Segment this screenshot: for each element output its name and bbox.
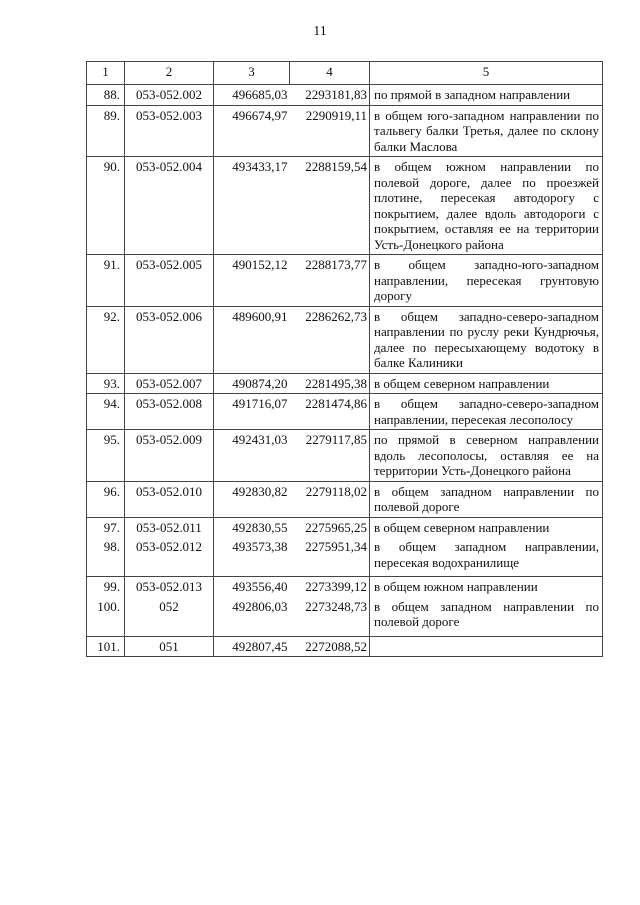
point-code: 053-052.013	[125, 577, 214, 597]
boundary-description: в общем западно-северо-западном направлении, пересекая лесополосу	[370, 394, 603, 430]
row-number: 93.	[87, 373, 125, 394]
coordinate-x: 496685,03	[214, 85, 290, 106]
coordinate-y: 2281495,38	[290, 373, 370, 394]
boundary-description: в общем западном направлении, пересекая водохранилище	[370, 537, 603, 577]
table-row	[87, 394, 603, 430]
row-number: 99.	[87, 577, 125, 597]
table-row	[87, 255, 603, 307]
coordinate-y: 2293181,83	[290, 85, 370, 106]
coordinate-y: 2279117,85	[290, 430, 370, 482]
table-row	[87, 537, 603, 577]
point-code: 053-052.012	[125, 537, 214, 577]
point-code: 053-052.009	[125, 430, 214, 482]
row-number: 88.	[87, 85, 125, 106]
coordinate-y: 2286262,73	[290, 306, 370, 373]
table-row	[87, 577, 603, 597]
boundary-description: в общем западном направлении по полевой дороге	[370, 597, 603, 637]
table-row	[87, 306, 603, 373]
boundary-description: в общем западно-северо-западном направлении по руслу реки Кундрючья, далее по пересыхающему водотоку в балке Калиники	[370, 306, 603, 373]
coordinate-y: 2288159,54	[290, 157, 370, 255]
row-number: 100.	[87, 597, 125, 637]
boundary-description	[370, 636, 603, 657]
coordinate-x: 492830,55	[214, 517, 290, 537]
coordinate-x: 491716,07	[214, 394, 290, 430]
boundary-description: по прямой в западном направлении	[370, 85, 603, 106]
coordinate-y: 2288173,77	[290, 255, 370, 307]
page-number: 11	[313, 24, 327, 39]
point-code: 053-052.004	[125, 157, 214, 255]
coordinate-y: 2281474,86	[290, 394, 370, 430]
coordinate-x: 493573,38	[214, 537, 290, 577]
coordinate-y: 2275951,34	[290, 537, 370, 577]
boundary-description: в общем западном направлении по полевой дороге	[370, 481, 603, 517]
boundary-description: в общем западно-юго-западном направлении, пересекая грунтовую дорогу	[370, 255, 603, 307]
coordinate-y: 2279118,02	[290, 481, 370, 517]
row-number: 91.	[87, 255, 125, 307]
column-header-description: 5	[370, 62, 603, 85]
boundary-description: в общем юго-западном направлении по тальвегу балки Третья, далее по склону балки Маслова	[370, 105, 603, 157]
point-code: 053-052.008	[125, 394, 214, 430]
table-row	[87, 597, 603, 637]
table-row	[87, 85, 603, 106]
column-header-number: 1	[87, 62, 125, 85]
table-row	[87, 105, 603, 157]
row-number: 90.	[87, 157, 125, 255]
point-code: 053-052.007	[125, 373, 214, 394]
coordinate-y: 2272088,52	[290, 636, 370, 657]
table-row	[87, 636, 603, 657]
coordinate-x: 492431,03	[214, 430, 290, 482]
row-number: 97.	[87, 517, 125, 537]
boundary-description: по прямой в северном направлении вдоль лесополосы, оставляя ее на территории Усть-Донецкого района	[370, 430, 603, 482]
point-code: 051	[125, 636, 214, 657]
row-number: 96.	[87, 481, 125, 517]
table-row	[87, 517, 603, 537]
coordinate-x: 493433,17	[214, 157, 290, 255]
coordinate-x: 490874,20	[214, 373, 290, 394]
point-code: 053-052.006	[125, 306, 214, 373]
coordinate-x: 493556,40	[214, 577, 290, 597]
table-row	[87, 373, 603, 394]
row-number: 94.	[87, 394, 125, 430]
coordinate-y: 2273399,12	[290, 577, 370, 597]
boundary-description: в общем южном направлении	[370, 577, 603, 597]
coordinate-x: 489600,91	[214, 306, 290, 373]
row-number: 101.	[87, 636, 125, 657]
row-number: 92.	[87, 306, 125, 373]
point-code: 052	[125, 597, 214, 637]
boundary-description: в общем южном направлении по полевой дороге, далее по проезжей плотине, пересекая автодорогу с покрытием, далее вдоль автодороги с покрытием, оставляя ее на территории Усть-Донецкого района	[370, 157, 603, 255]
table-row	[87, 157, 603, 255]
boundary-description: в общем северном направлении	[370, 373, 603, 394]
column-header-x: 3	[214, 62, 290, 85]
point-code: 053-052.005	[125, 255, 214, 307]
coordinate-x: 496674,97	[214, 105, 290, 157]
point-code: 053-052.010	[125, 481, 214, 517]
column-header-y: 4	[290, 62, 370, 85]
boundary-points-table	[86, 61, 603, 657]
coordinate-x: 492830,82	[214, 481, 290, 517]
point-code: 053-052.002	[125, 85, 214, 106]
coordinate-x: 492807,45	[214, 636, 290, 657]
row-number: 98.	[87, 537, 125, 577]
table-header-row	[87, 62, 603, 85]
table-row	[87, 430, 603, 482]
coordinate-x: 492806,03	[214, 597, 290, 637]
coordinate-y: 2290919,11	[290, 105, 370, 157]
table-row	[87, 481, 603, 517]
row-number: 95.	[87, 430, 125, 482]
row-number: 89.	[87, 105, 125, 157]
column-header-code: 2	[125, 62, 214, 85]
point-code: 053-052.011	[125, 517, 214, 537]
coordinate-y: 2273248,73	[290, 597, 370, 637]
coordinate-y: 2275965,25	[290, 517, 370, 537]
coordinate-x: 490152,12	[214, 255, 290, 307]
boundary-description: в общем северном направлении	[370, 517, 603, 537]
point-code: 053-052.003	[125, 105, 214, 157]
